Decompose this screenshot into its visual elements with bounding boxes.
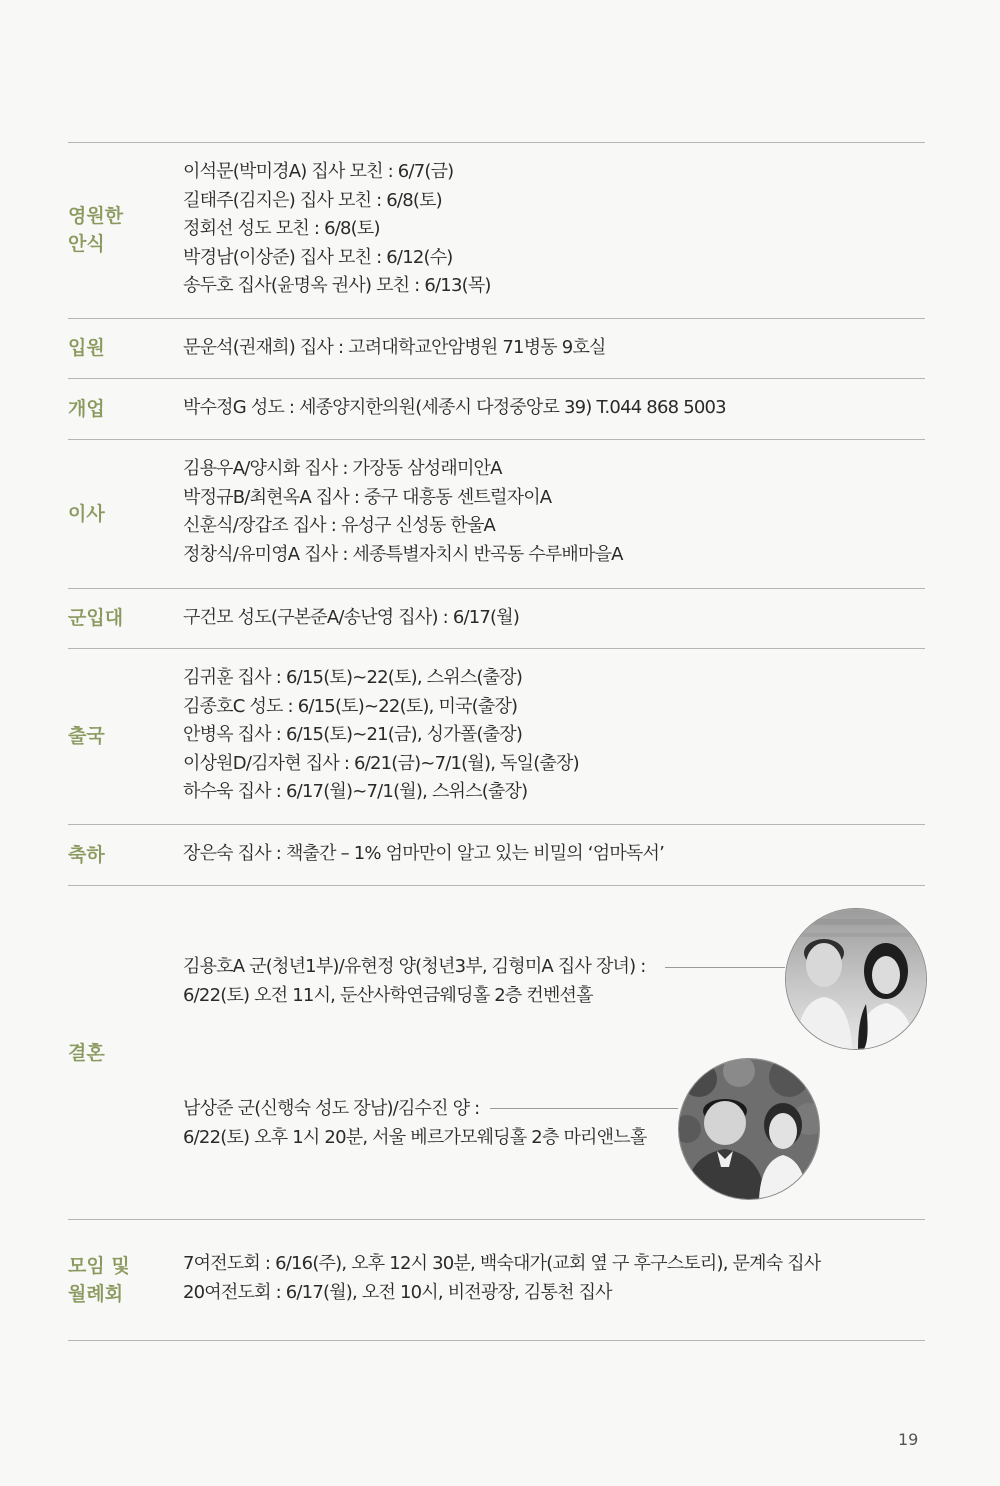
section-content-congrats: [183, 840, 664, 869]
section-label-rest: 영원한 안식: [68, 205, 124, 255]
divider: [68, 378, 925, 379]
divider: [68, 439, 925, 440]
section-content-meetings: [183, 1250, 820, 1307]
section-label-meetings: 모임 및 월례회: [68, 1254, 130, 1305]
entry-line: 이석문(박미경A) 집사 모친 : 6/7(금): [183, 161, 454, 182]
wedding-2-line-2: 6/22(토) 오후 1시 20분, 서울 베르가모웨딩홀 2층 마리앤느홀: [183, 1127, 647, 1148]
entry-line: 박수정G 성도 : 세종양지한의원(세종시 다정중앙로 39) T.044 868 5003: [183, 397, 726, 418]
divider: [68, 648, 925, 649]
entry-line: 이상원D/김자현 집사 : 6/21(금)~7/1(월), 독일(출장): [183, 752, 579, 774]
divider: [68, 1340, 925, 1341]
section-content-moving: [183, 455, 623, 569]
wedding-2-connector: [490, 1108, 678, 1109]
entry-line: 박정규B/최현옥A 집사 : 중구 대흥동 센트럴자이A: [183, 486, 552, 508]
divider: [68, 588, 925, 589]
divider: [68, 142, 925, 143]
entry-line: 7여전도회 : 6/16(주), 오후 12시 30분, 백숙대가(교회 옆 구 후구스토리), 문계숙 집사: [183, 1253, 821, 1274]
wedding-2-couple-photo: [678, 1058, 820, 1200]
entry-line: 길태주(김지은) 집사 모친 : 6/8(토): [183, 189, 442, 211]
divider: [68, 824, 925, 825]
entry-line: 신훈식/장갑조 집사 : 유성구 신성동 한울A: [183, 515, 496, 537]
page-number: 19: [898, 1430, 919, 1449]
section-label-wedding: 결혼: [68, 1042, 105, 1064]
section-content-rest: [183, 158, 491, 301]
wedding-2-line-1: 남상준 군(신행숙 성도 장남)/김수진 양 :: [183, 1098, 480, 1119]
entry-line: 정창식/유미영A 집사 : 세종특별자치시 반곡동 수루배마을A: [183, 543, 623, 565]
divider: [68, 885, 925, 886]
wedding-1-line-2: 6/22(토) 오전 11시, 둔산사학연금웨딩홀 2층 컨벤션홀: [183, 985, 593, 1006]
entry-line: 안병옥 집사 : 6/15(토)~21(금), 싱가폴(출장): [183, 724, 523, 746]
section-label-military: 군입대: [68, 607, 124, 629]
divider: [68, 1219, 925, 1220]
section-content-departure: [183, 664, 579, 807]
entry-line: 하수욱 집사 : 6/17(월)~7/1(월), 스위스(출장): [183, 781, 528, 803]
wedding-1-connector: [665, 967, 785, 968]
section-label-moving: 이사: [68, 502, 105, 525]
wedding-1-couple-photo: [785, 908, 927, 1050]
entry-line: 송두호 집사(윤명옥 권사) 모친 : 6/13(목): [183, 275, 491, 297]
entry-line: 김종호C 성도 : 6/15(토)~22(토), 미국(출장): [183, 695, 518, 717]
entry-line: 정회선 성도 모친 : 6/8(토): [183, 218, 380, 240]
section-label-hospital: 입원: [68, 337, 105, 359]
divider: [68, 318, 925, 319]
entry-line: 김귀훈 집사 : 6/15(토)~22(토), 스위스(출장): [183, 667, 523, 688]
section-label-congrats: 축하: [68, 843, 105, 866]
entry-line: 문운석(권재희) 집사 : 고려대학교안암병원 71병동 9호실: [183, 337, 606, 358]
section-content-hospital: [183, 334, 606, 363]
entry-line: 20여전도회 : 6/17(월), 오전 10시, 비전광장, 김통천 집사: [183, 1281, 612, 1303]
section-content-opening: [183, 394, 726, 423]
section-label-departure: 출국: [68, 725, 105, 747]
entry-line: 박경남(이상준) 집사 모친 : 6/12(수): [183, 246, 453, 268]
entry-line: 구건모 성도(구본준A/송난영 집사) : 6/17(월): [183, 607, 520, 628]
section-content-military: [183, 604, 519, 633]
wedding-1-line-1: 김용호A 군(청년1부)/유현정 양(청년3부, 김형미A 집사 장녀) :: [183, 956, 646, 977]
section-label-opening: 개업: [68, 397, 105, 420]
entry-line: 김용우A/양시화 집사 : 가장동 삼성래미안A: [183, 458, 502, 479]
entry-line: 장은숙 집사 : 책출간 – 1% 엄마만이 알고 있는 비밀의 ‘엄마독서’: [183, 843, 665, 864]
